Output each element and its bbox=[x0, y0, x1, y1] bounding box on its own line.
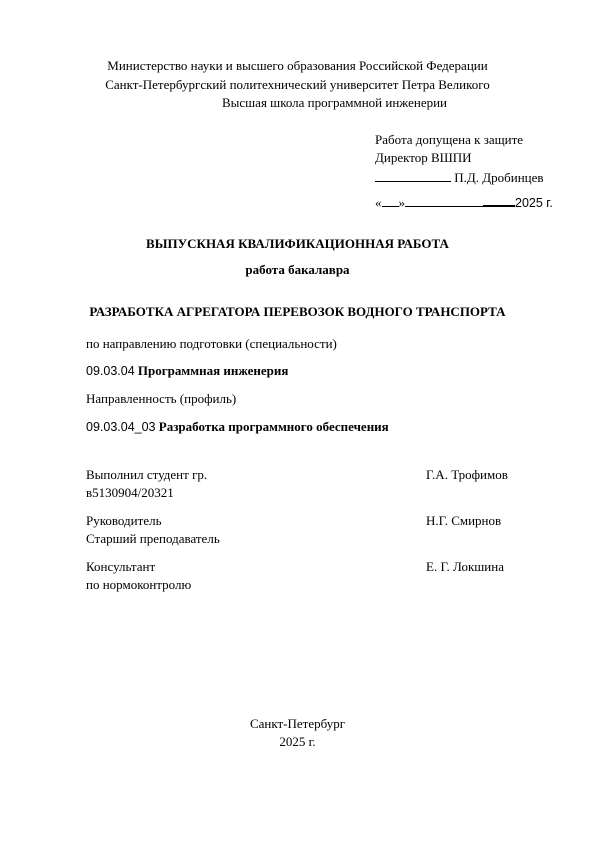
director-line: Директор ВШПИ bbox=[375, 150, 472, 165]
date-open-quote: « bbox=[375, 195, 382, 210]
supervisor-name: Н.Г. Смирнов bbox=[426, 513, 502, 528]
approval-line: Работа допущена к защите bbox=[375, 132, 524, 147]
profile-code: 09.03.04_03 bbox=[86, 420, 156, 434]
director-name: П.Д. Дробинцев bbox=[454, 170, 544, 185]
profile-line bbox=[86, 419, 389, 435]
director-signature-line bbox=[375, 169, 544, 186]
month-blank bbox=[405, 194, 483, 207]
year-blank bbox=[483, 193, 515, 207]
footer-city: Санкт-Петербург bbox=[249, 716, 346, 731]
university-line: Санкт-Петербургский политехнический университет Петра Великого bbox=[105, 77, 490, 92]
ministry-line: Министерство науки и высшего образования Российской Федерации bbox=[107, 58, 488, 73]
approval-year: 2025 г. bbox=[515, 196, 553, 210]
profile-label: Направленность (профиль) bbox=[86, 391, 237, 406]
school-line: Высшая школа программной инженерии bbox=[222, 95, 447, 110]
consultant-name: Е. Г. Локшина bbox=[426, 559, 504, 574]
day-blank bbox=[382, 194, 399, 207]
date-close-quote: » bbox=[398, 195, 405, 210]
direction-label: по направлению подготовки (специальности) bbox=[86, 336, 337, 351]
supervisor-role: Руководитель bbox=[86, 513, 162, 528]
student-group: в5130904/20321 bbox=[86, 485, 174, 500]
document-type-title: ВЫПУСКНАЯ КВАЛИФИКАЦИОННАЯ РАБОТА bbox=[146, 236, 449, 251]
profile-name: Разработка программного обеспечения bbox=[158, 419, 389, 434]
direction-name: Программная инженерия bbox=[137, 363, 289, 378]
consultant-scope: по нормоконтролю bbox=[86, 577, 192, 592]
thesis-topic: РАЗРАБОТКА АГРЕГАТОРА ПЕРЕВОЗОК ВОДНОГО ТРАНСПОРТА bbox=[89, 304, 506, 319]
footer-year: 2025 г. bbox=[279, 734, 316, 749]
consultant-role: Консультант bbox=[86, 559, 156, 574]
approval-date-line bbox=[375, 193, 553, 211]
document-subtitle: работа бакалавра bbox=[245, 262, 350, 277]
direction-code: 09.03.04 bbox=[86, 364, 135, 378]
supervisor-title: Старший преподаватель bbox=[86, 531, 220, 546]
direction-line bbox=[86, 363, 288, 379]
signature-blank bbox=[375, 169, 451, 182]
student-name: Г.А. Трофимов bbox=[426, 467, 508, 482]
student-role: Выполнил студент гр. bbox=[86, 467, 208, 482]
